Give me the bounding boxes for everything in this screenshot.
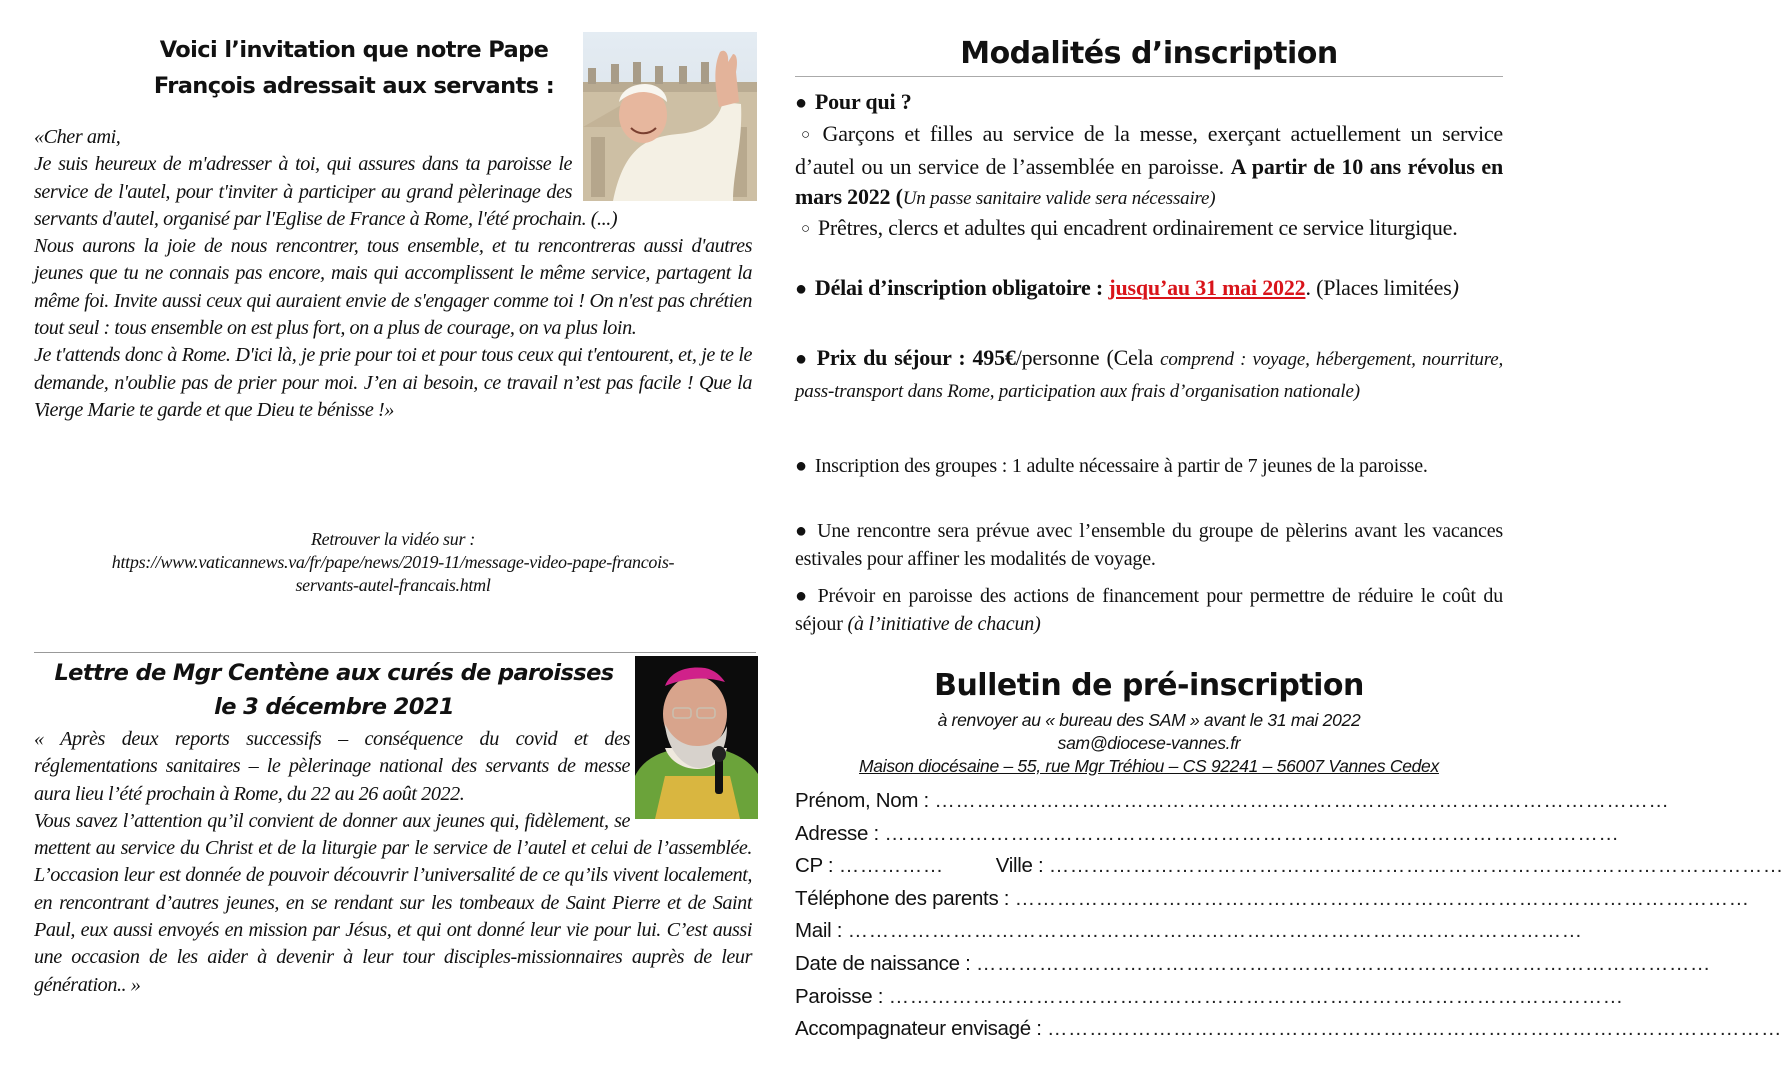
pour-qui-age: A partir de 10 ans révolus en mars 2022 ( — [795, 154, 1503, 209]
title-divider — [795, 76, 1503, 77]
field-city-dots[interactable]: …………………………………………………………………………………………… — [1048, 854, 1784, 878]
field-companion-dots[interactable]: …………………………………………………………………………………………… — [1047, 1017, 1783, 1041]
financement-italic: (à l’initiative de chacun) — [847, 613, 1041, 635]
photo-wrap-space — [572, 124, 752, 204]
field-address[interactable] — [795, 818, 1620, 851]
field-phone[interactable] — [795, 883, 1750, 916]
field-mail[interactable] — [795, 915, 1583, 948]
pour-qui-item1: Garçons et filles au service de la messe, exerçant actuellement un service d’autel ou un service de l’assemblée en paroisse. — [795, 120, 1503, 179]
bullet-icon: ● — [795, 278, 807, 300]
bullet-icon: ● — [795, 585, 810, 607]
pope-section-title — [134, 32, 574, 104]
field-address-label: Adresse : — [795, 821, 879, 845]
field-parish-dots[interactable]: …………………………………………………………………………………………… — [888, 984, 1624, 1008]
pre-inscription-form — [795, 785, 1784, 1046]
bullet-icon: ● — [795, 92, 807, 114]
rencontre-block — [795, 517, 1503, 573]
pope-title-line1: Voici l’invitation que notre Pape — [159, 37, 549, 63]
delai-close: ) — [1451, 275, 1459, 300]
delai-block — [795, 273, 1503, 305]
delai-deadline: jusqu’au 31 mai 2022 — [1108, 275, 1306, 300]
groupes-block — [795, 452, 1503, 480]
pope-letter — [34, 124, 752, 424]
pope-letter-paragraph: Je t'attends donc à Rome. D'ici là, je prie pour toi et pour tous ceux qui t'entourent, et, je te le demande, n'oublie pas de prier pour moi. J’en ai besoin, ce travail n’est pas facile ! Que la Vierge Marie te garde et que Dieu te bénisse !» — [34, 344, 752, 421]
field-companion[interactable] — [795, 1013, 1783, 1046]
bulletin-title: Bulletin de pré-inscription — [934, 668, 1364, 703]
prix-price: 495€ — [972, 345, 1016, 370]
pope-letter-paragraph: Je suis heureux de m'adresser à toi, qui assures dans ta paroisse le service de l'autel, pour t'inviter à participer au grand pèlerinage des servants d'autel, organisé par l'Eglise de France à Rome, l'été prochain. (...) — [34, 153, 618, 230]
groupes-text: Inscription des groupes : 1 adulte nécessaire à partir de 7 jeunes de la paroisse. — [814, 455, 1428, 477]
prix-label: Prix du séjour : — [816, 345, 973, 370]
field-cp-dots[interactable]: …………… — [838, 854, 944, 878]
field-mail-label: Mail : — [795, 919, 843, 943]
field-mail-dots[interactable]: …………………………………………………………………………………………… — [847, 919, 1583, 943]
field-parish[interactable] — [795, 981, 1624, 1014]
field-phone-dots[interactable]: …………………………………………………………………………………………… — [1014, 886, 1750, 910]
modalites-title: Modalités d’inscription — [960, 36, 1338, 71]
bullet-icon: ● — [795, 455, 807, 477]
video-url-line2[interactable]: servants-autel-francais.html — [295, 575, 491, 595]
field-birth-label: Date de naissance : — [795, 951, 971, 975]
field-name-dots[interactable]: …………………………………………………………………………………………… — [934, 789, 1670, 812]
bulletin-subtitle — [795, 709, 1503, 778]
mgr-letter — [34, 726, 752, 999]
pour-qui-item2: Prêtres, clercs et adultes qui encadrent ordinairement ce service liturgique. — [817, 215, 1458, 240]
prix-block — [795, 343, 1503, 406]
field-phone-label: Téléphone des parents : — [795, 886, 1010, 910]
delai-label: Délai d’inscription obligatoire : — [814, 275, 1109, 300]
field-birth[interactable] — [795, 948, 1711, 981]
financement-text: Prévoir en paroisse des actions de financement pour permettre de réduire le coût du séjour — [795, 585, 1503, 635]
field-city-label: Ville : — [995, 854, 1044, 878]
pope-letter-greeting: «Cher ami, — [34, 126, 121, 148]
mgr-title-line1: Lettre de Mgr Centène aux curés de paroisses — [54, 660, 614, 686]
prix-per: /personne (Cela — [1015, 345, 1161, 370]
field-cp-city[interactable] — [795, 850, 1784, 883]
financement-block — [795, 582, 1503, 638]
field-companion-label: Accompagnateur envisagé : — [795, 1017, 1042, 1041]
delai-after: . (Places limitées — [1305, 275, 1452, 300]
field-cp-label: CP : — [795, 854, 834, 878]
mgr-title-line2: le 3 décembre 2021 — [214, 694, 454, 720]
pope-title-line2: François adressait aux servants : — [153, 73, 555, 99]
sub-bullet-icon: ○ — [801, 221, 810, 237]
mgr-section-title — [34, 656, 634, 724]
field-name[interactable] — [795, 785, 1670, 818]
field-address-dots[interactable]: …………………………………………………………………………………………… — [884, 821, 1620, 845]
pope-letter-paragraph: Nous aurons la joie de nous rencontrer, tous ensemble, et tu rencontreras aussi d'autres jeunes que tu ne connais pas encore, mais qui accomplissent le même service, partagent la même foi. Invite aussi ceux qui auraient envie de s'engager comme toi ! On n'est pas chrétien tout seul : tous ensemble on est plus fort, on a plus de courage, on va plus loin. — [34, 235, 752, 340]
pour-qui-block — [795, 87, 1503, 247]
photo-wrap-space — [630, 726, 752, 822]
pour-qui-heading: Pour qui ? — [814, 89, 912, 114]
rencontre-text: Une rencontre sera prévue avec l’ensemble du groupe de pèlerins avant les vacances estivales pour affiner les modalités de voyage. — [795, 520, 1503, 570]
bullet-icon: ● — [795, 520, 810, 542]
field-parish-label: Paroisse : — [795, 984, 884, 1008]
mgr-letter-paragraph: Vous savez l’attention qu’il convient de donner aux jeunes qui, fidèlement, se mettent au service du Christ et de la liturgie par le service de l’autel et celui de l’assemblée. L’occasion leur est donnée de pouvoir découvrir l’universalité de ce qu’ils vivent localement, en rencontrant d’autres jeunes, en se rendant sur les tombeaux de Saint Pierre et de Saint Paul, eux aussi envoyés en mission par Jésus, et qui ont donné leur vie pour lui. C’est aussi une occasion de les aider à devenir à leur tour disciples-missionnaires auprès de leur génération.. » — [34, 809, 752, 996]
sub-bullet-icon: ○ — [801, 126, 815, 143]
prix-details: comprend : voyage, hébergement, nourriture, pass-transport dans Rome, participation aux frais d’organisation nationale) — [795, 349, 1503, 402]
section-divider — [34, 652, 756, 653]
field-name-label: Prénom, Nom : — [795, 789, 929, 812]
mgr-letter-paragraph: « Après deux reports successifs – conséquence du covid et des réglementations sanitaires – le pèlerinage national des servants de messe aura lieu l’été prochain à Rome, du 22 au 26 août 2022. — [34, 728, 630, 805]
bulletin-return-note: à renvoyer au « bureau des SAM » avant le 31 mai 2022 — [937, 710, 1361, 730]
video-url-line1[interactable]: https://www.vaticannews.va/fr/pape/news/2019-11/message-video-pape-francois- — [111, 552, 675, 572]
video-reference — [34, 528, 752, 597]
field-birth-dots[interactable]: …………………………………………………………………………………………… — [975, 951, 1711, 975]
bullet-icon: ● — [795, 348, 809, 370]
video-label: Retrouver la vidéo sur : — [310, 529, 476, 549]
pour-qui-pass: Un passe sanitaire valide sera nécessaire) — [902, 187, 1216, 209]
bulletin-email[interactable]: sam@diocese-vannes.fr — [1057, 733, 1241, 753]
bulletin-address: Maison diocésaine – 55, rue Mgr Tréhiou – CS 92241 – 56007 Vannes Cedex — [859, 756, 1439, 776]
